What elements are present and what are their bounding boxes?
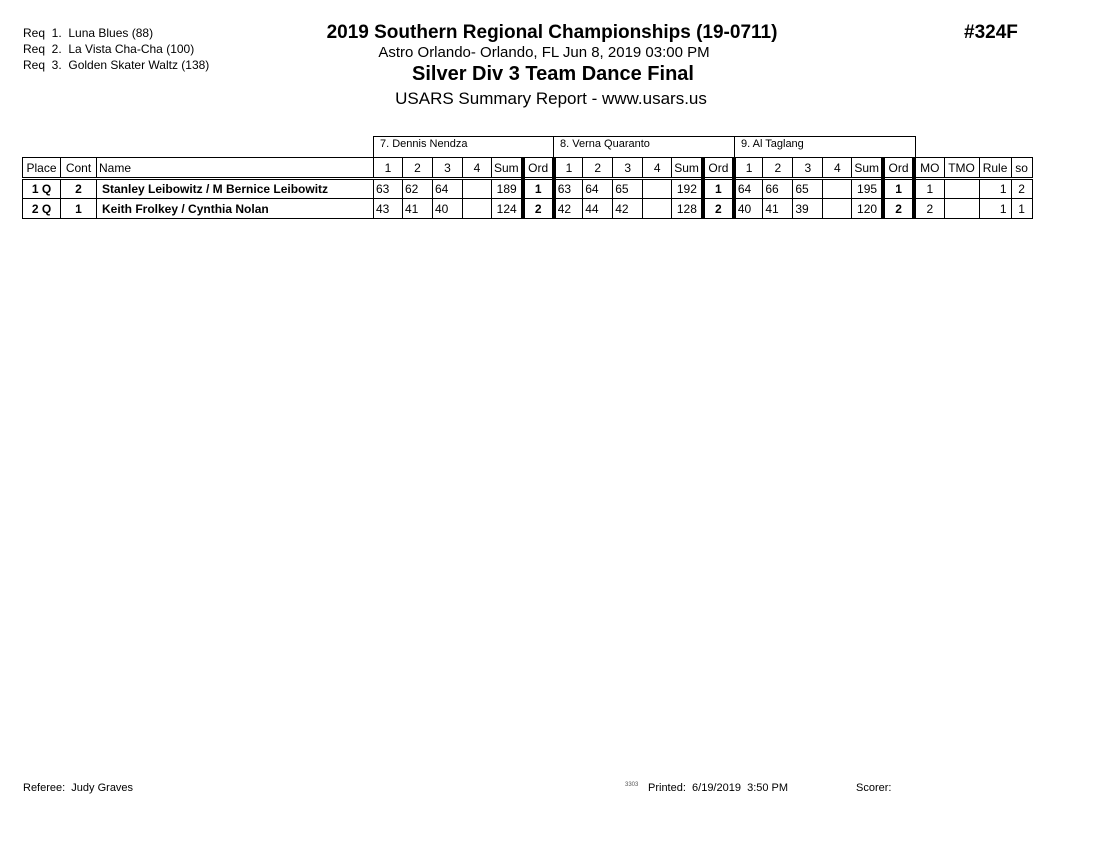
col-so: so <box>1011 158 1032 179</box>
col-j7-2: 2 <box>403 158 433 179</box>
j8-score-1: 42 <box>554 199 583 219</box>
col-j9-ord: Ord <box>883 158 914 179</box>
j7-ord: 1 <box>523 179 554 199</box>
event-number: #324F <box>964 22 1018 43</box>
col-j7-3: 3 <box>433 158 463 179</box>
col-j8-2: 2 <box>583 158 613 179</box>
j7-score-2: 41 <box>403 199 433 219</box>
col-cont: Cont <box>61 158 97 179</box>
j8-score-4 <box>643 179 672 199</box>
col-j8-3: 3 <box>613 158 643 179</box>
judge-7-header: 7. Dennis Nendza <box>373 136 554 157</box>
cont: 2 <box>61 179 97 199</box>
j7-sum: 124 <box>492 199 523 219</box>
j9-score-4 <box>823 199 852 219</box>
col-j8-sum: Sum <box>672 158 703 179</box>
j8-sum: 128 <box>672 199 703 219</box>
col-place: Place <box>23 158 61 179</box>
col-j9-4: 4 <box>823 158 852 179</box>
j7-score-4 <box>463 199 492 219</box>
col-j8-ord: Ord <box>703 158 734 179</box>
col-name: Name <box>97 158 374 179</box>
version-code: 3303 <box>625 782 639 788</box>
j9-sum: 120 <box>852 199 883 219</box>
col-j9-2: 2 <box>763 158 793 179</box>
j9-ord: 2 <box>883 199 914 219</box>
col-j9-3: 3 <box>793 158 823 179</box>
j9-score-3: 65 <box>793 179 823 199</box>
j7-score-3: 64 <box>433 179 463 199</box>
j8-score-2: 44 <box>583 199 613 219</box>
printed-timestamp: Printed: 6/19/2019 3:50 PM <box>648 782 789 794</box>
col-j7-1: 1 <box>374 158 403 179</box>
j9-score-1: 40 <box>734 199 763 219</box>
j8-score-3: 42 <box>613 199 643 219</box>
j7-sum: 189 <box>492 179 523 199</box>
j9-score-2: 66 <box>763 179 793 199</box>
col-mo: MO <box>914 158 944 179</box>
place: 2 Q <box>23 199 61 219</box>
report-title: USARS Summary Report - www.usars.us <box>395 89 707 108</box>
rule: 1 <box>979 199 1011 219</box>
requirement-1: Req 1. Luna Blues (88) <box>23 26 154 40</box>
j7-score-4 <box>463 179 492 199</box>
j9-score-1: 64 <box>734 179 763 199</box>
j8-score-1: 63 <box>554 179 583 199</box>
venue-datetime: Astro Orlando- Orlando, FL Jun 8, 2019 03:00 PM <box>378 44 710 61</box>
requirement-2: Req 2. La Vista Cha-Cha (100) <box>23 42 195 56</box>
tmo <box>944 179 979 199</box>
j8-ord: 1 <box>703 179 734 199</box>
j9-sum: 195 <box>852 179 883 199</box>
requirement-3: Req 3. Golden Skater Waltz (138) <box>23 58 210 72</box>
col-tmo: TMO <box>944 158 979 179</box>
j9-score-3: 39 <box>793 199 823 219</box>
col-j9-1: 1 <box>734 158 763 179</box>
col-j8-4: 4 <box>643 158 672 179</box>
judge-8-header: 8. Verna Quaranto <box>553 136 735 157</box>
team-name: Keith Frolkey / Cynthia Nolan <box>97 199 374 219</box>
col-j7-ord: Ord <box>523 158 554 179</box>
scorer: Scorer: <box>856 782 892 794</box>
mo: 1 <box>914 179 944 199</box>
col-j7-4: 4 <box>463 158 492 179</box>
competition-title: 2019 Southern Regional Championships (19-0711) <box>326 22 778 43</box>
j7-score-2: 62 <box>403 179 433 199</box>
referee: Referee: Judy Graves <box>23 782 134 794</box>
col-j8-1: 1 <box>554 158 583 179</box>
mo: 2 <box>914 199 944 219</box>
cont: 1 <box>61 199 97 219</box>
table-header-row <box>23 158 1033 179</box>
event-title: Silver Div 3 Team Dance Final <box>412 63 694 85</box>
tmo <box>944 199 979 219</box>
table-row <box>23 179 1033 199</box>
results-table <box>22 157 1033 219</box>
j8-sum: 192 <box>672 179 703 199</box>
j7-score-3: 40 <box>433 199 463 219</box>
judge-9-header: 9. Al Taglang <box>734 136 916 157</box>
j8-score-4 <box>643 199 672 219</box>
j7-ord: 2 <box>523 199 554 219</box>
team-name: Stanley Leibowitz / M Bernice Leibowitz <box>97 179 374 199</box>
col-j9-sum: Sum <box>852 158 883 179</box>
j8-score-2: 64 <box>583 179 613 199</box>
j9-score-4 <box>823 179 852 199</box>
place: 1 Q <box>23 179 61 199</box>
col-rule: Rule <box>979 158 1011 179</box>
rule: 1 <box>979 179 1011 199</box>
j7-score-1: 63 <box>374 179 403 199</box>
col-j7-sum: Sum <box>492 158 523 179</box>
j9-score-2: 41 <box>763 199 793 219</box>
table-row <box>23 199 1033 219</box>
j8-score-3: 65 <box>613 179 643 199</box>
j7-score-1: 43 <box>374 199 403 219</box>
j8-ord: 2 <box>703 199 734 219</box>
j9-ord: 1 <box>883 179 914 199</box>
so: 2 <box>1011 179 1032 199</box>
so: 1 <box>1011 199 1032 219</box>
